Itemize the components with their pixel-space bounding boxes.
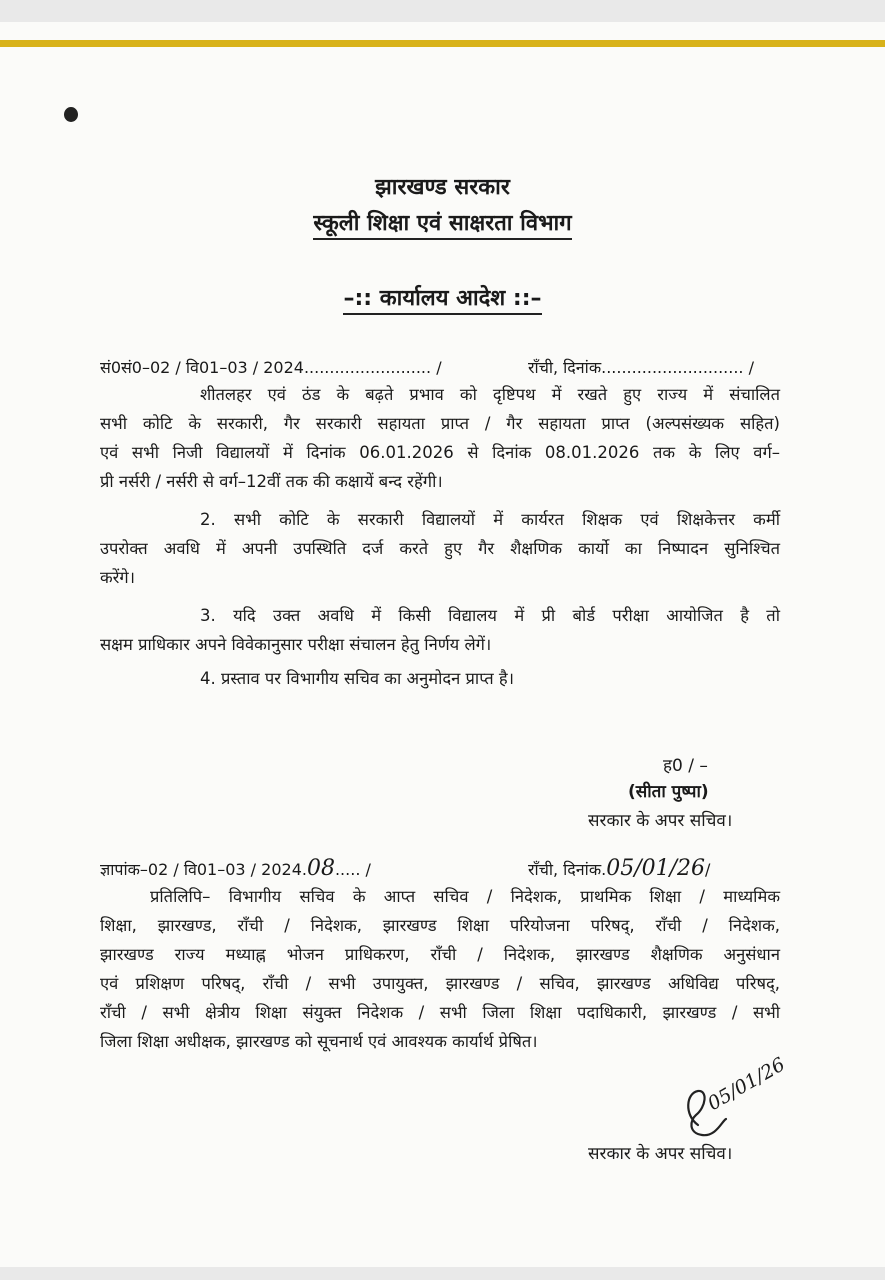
memo-date-handwritten: 05/01/26 xyxy=(606,856,706,881)
signature-date: 05/01/26 xyxy=(704,1053,789,1116)
order-paragraph-1: शीतलहर एवं ठंड के बढ़ते प्रभाव को दृष्टिपथ में रखते हुए राज्य में संचालित सभी कोटि के सरकारी, गैर सरकारी सहायता प्राप्त / गैर सहायता प्राप्त (अल्पसंख्यक सहित) एवं सभी निजी विद्यालयों में दिनांक 06.01.2026 से दिनांक 08.01.2026 तक के लिए वर्ग– प्री नर्सरी / नर्सरी से वर्ग–12वीं तक की कक्षायें बन्द रहेंगी। xyxy=(100,385,780,491)
signatory-name: (सीता पुष्पा) xyxy=(628,782,709,802)
memo-place-date: राँची, दिनांक.05/01/26/ xyxy=(528,856,711,881)
order-ref-number: सं0सं0–02 / वि01–03 / 2024......................... / xyxy=(100,358,442,377)
government-heading: झारखण्ड सरकार xyxy=(375,175,510,200)
memo-ref-number: ज्ञापांक–02 / वि01–03 / 2024.08..... / xyxy=(100,856,371,881)
page-top-edge xyxy=(0,40,885,47)
signed-mark: ह0 / – xyxy=(663,756,708,776)
order-place-date: राँची, दिनांक............................ / xyxy=(528,358,754,377)
order-paragraph-4: 4. प्रस्ताव पर विभागीय सचिव का अनुमोदन प्राप्त है। xyxy=(200,669,514,688)
memo-designation: सरकार के अपर सचिव। xyxy=(588,1144,733,1164)
order-paragraph-2: 2. सभी कोटि के सरकारी विद्यालयों में कार्यरत शिक्षक एवं शिक्षकेत्तर कर्मी उपरोक्त अवधि में अपनी उपस्थिति दर्ज करते हुए गैर शैक्षणिक कार्यो का निष्पादन सुनिश्चित करेंगे। xyxy=(100,510,780,587)
order-paragraph-3: 3. यदि उक्त अवधि में किसी विद्यालय में प्री बोर्ड परीक्षा आयोजित है तो सक्षम प्राधिकार अपने विवेकानुसार परीक्षा संचालन हेतु निर्णय लेगें। xyxy=(100,606,780,654)
order-title: –:: कार्यालय आदेश ::– xyxy=(0,282,885,312)
memo-ref-handwritten: 08 xyxy=(306,856,335,881)
signatory-designation: सरकार के अपर सचिव। xyxy=(588,811,733,831)
department-heading: स्कूली शिक्षा एवं साक्षरता विभाग xyxy=(0,207,885,237)
memo-copy-list: प्रतिलिपि– विभागीय सचिव के आप्त सचिव / निदेशक, प्राथमिक शिक्षा / माध्यमिक शिक्षा, झारखण्ड, राँची / निदेशक, झारखण्ड शिक्षा परियोजना परिषद्, राँची / निदेशक, झारखण्ड राज्य मध्याह्न भोजन प्राधिकरण, राँची / निदेशक, झारखण्ड शैक्षणिक अनुसंधान एवं प्रशिक्षण परिषद्, राँची / सभी उपायुक्त, झारखण्ड / सचिव, झारखण्ड अधिविद्य परिषद्, राँची / सभी क्षेत्रीय शिक्षा संयुक्त निदेशक / सभी जिला शिक्षा पदाधिकारी, झारखण्ड / सभी जिला शिक्षा अधीक्षक, झारखण्ड को सूचनार्थ एवं आवश्यक कार्यार्थ प्रेषित। xyxy=(100,887,780,1051)
punch-hole xyxy=(64,107,78,122)
